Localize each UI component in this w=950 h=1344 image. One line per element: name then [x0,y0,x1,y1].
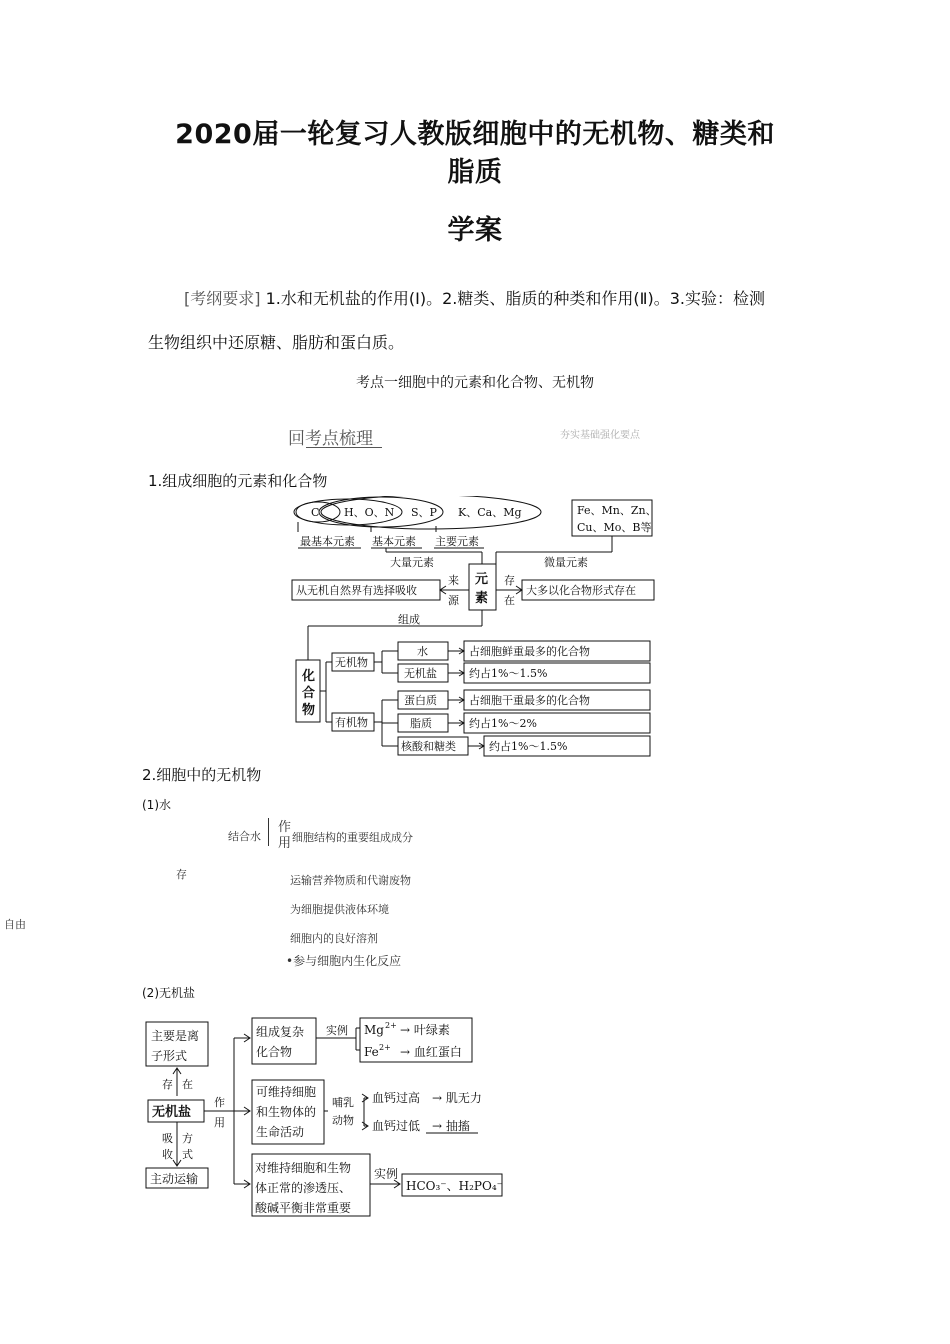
d2-ion2: 子形式 [151,1049,188,1063]
d2-example2: 实例 [374,1167,399,1181]
d2-exist1: 存 [162,1078,173,1091]
d2-absorb2: 收 [162,1148,173,1161]
d1-sp: S、P [411,506,437,519]
d2-maintain1: 可维持细胞 [256,1085,317,1099]
heading-elements-compounds: 1.组成细胞的元素和化合物 [148,472,328,490]
d1-trace1: Fe、Mn、Zn、 [577,504,657,517]
water-bound-role: 细胞结构的重要组成成分 [292,831,413,844]
d1-exist1: 存 [504,574,515,587]
d1-inorganic: 无机物 [335,656,368,669]
water-zuo: 作 [278,820,292,835]
syllabus-label: [考纲要求] [184,289,261,308]
water-bracket [268,818,269,846]
d1-protein-desc: 占细胞干重最多的化合物 [469,694,590,707]
d2-chlorophyll: → 叶绿素 [400,1023,450,1037]
page-title-line1: 2020届一轮复习人教版细胞中的无机物、糖类和 [175,119,775,150]
sub-water: (1)水 [142,798,171,812]
heading-inorganic: 2.细胞中的无机物 [142,766,262,784]
d1-kcamg: K、Ca、Mg [458,506,522,519]
d1-most-basic: 最基本元素 [300,535,355,548]
d2-ca-high: 血钙过高 [372,1091,421,1105]
d1-hon: H、O、N [344,506,395,519]
elements-compounds-diagram [286,496,666,760]
review-underline [306,447,382,448]
d2-exist2: 在 [182,1078,193,1091]
water-cun: 存 [176,868,187,881]
d2-osmo2: 体正常的渗透压、 [255,1181,352,1195]
d2-complex1: 组成复杂 [256,1025,305,1039]
d2-fe: Fe [364,1045,379,1059]
d1-protein: 蛋白质 [404,694,437,707]
syllabus-line1 [184,286,765,309]
d1-exist2: 在 [504,594,515,607]
d1-salt: 无机盐 [404,667,437,680]
d2-active: 主动运输 [150,1172,199,1186]
d2-effect2: 用 [214,1116,225,1129]
section-title: 考点一细胞中的元素和化合物、无机物 [356,375,594,391]
d2-example: 实例 [326,1024,348,1037]
d1-salt-desc: 约占1%～1.5% [469,667,548,680]
d2-osmo3: 酸碱平衡非常重要 [255,1201,352,1215]
water-solvent: 细胞内的良好溶剂 [290,932,378,945]
d1-exist-box: 大多以化合物形式存在 [526,584,636,597]
d2-mg-charge: 2+ [385,1021,397,1030]
water-yong: 用 [278,836,292,851]
page-title-line2: 脂质 [447,157,503,188]
page-title-line3: 学案 [447,215,503,246]
review-label: 回考点梳理 [288,429,373,449]
d1-major: 主要元素 [435,535,479,548]
d2-spasm: → 抽搐 [432,1119,470,1133]
d2-ca-low: 血钙过低 [372,1119,421,1133]
d1-micro: 微量元素 [544,556,588,569]
d2-way1: 方 [182,1132,193,1145]
d2-way2: 式 [182,1148,193,1161]
d1-compound1: 化 [302,669,316,684]
inorganic-salt-diagram [142,1012,512,1224]
d1-organic: 有机物 [335,716,368,729]
d1-center2: 素 [475,591,489,606]
d1-source1: 来 [448,574,459,587]
review-right-faint: 夯实基础强化要点 [560,430,640,441]
water-env: 为细胞提供液体环境 [290,903,389,916]
d1-compose: 组成 [398,613,420,626]
water-free: 自由 [4,918,26,931]
d2-effect1: 作 [214,1096,225,1109]
d2-mammal2: 动物 [332,1114,354,1127]
water-react: •参与细胞内生化反应 [286,954,402,968]
syllabus-text1: 1.水和无机盐的作用(Ⅰ)。2.糖类、脂质的种类和作用(Ⅱ)。3.实验：检测 [265,289,765,308]
d1-source2: 源 [448,594,459,607]
d1-macro: 大量元素 [390,556,434,569]
d1-source-box: 从无机自然界有选择吸收 [296,584,417,597]
d1-nucleic: 核酸和糖类 [401,740,456,753]
d2-absorb1: 吸 [162,1132,173,1145]
d1-basic: 基本元素 [372,535,416,548]
water-bound: 结合水 [228,830,261,843]
d2-maintain2: 和生物体的 [256,1105,317,1119]
d1-compound2: 合 [302,686,316,701]
d1-lipid: 脂质 [410,717,432,730]
d2-mammal1: 哺乳 [332,1096,354,1109]
d2-fe-charge: 2+ [379,1043,391,1052]
sub-salt: (2)无机盐 [142,986,195,1000]
d1-water: 水 [417,645,428,658]
d2-mg: Mg [364,1023,384,1037]
d2-ion1: 主要是离 [151,1029,200,1043]
water-transport: 运输营养物质和代谢废物 [290,874,411,887]
d2-hemoglobin: → 血红蛋白 [400,1045,462,1059]
d2-salt: 无机盐 [152,1105,192,1120]
d2-ions: HCO₃⁻、H₂PO₄⁻ [406,1179,503,1193]
syllabus-line2: 生物组织中还原糖、脂肪和蛋白质。 [148,333,405,352]
d2-complex2: 化合物 [256,1045,293,1059]
d1-lipid-desc: 约占1%～2% [469,717,537,730]
d1-compound3: 物 [302,703,316,718]
d1-trace2: Cu、Mo、B等 [577,521,652,534]
d2-maintain3: 生命活动 [256,1125,305,1139]
d1-nucleic-desc: 约占1%～1.5% [489,740,568,753]
d1-center1: 元 [475,572,489,587]
d1-c: C [311,506,320,519]
d2-weakness: → 肌无力 [432,1091,482,1105]
d1-water-desc: 占细胞鲜重最多的化合物 [469,645,590,658]
d2-osmo1: 对维持细胞和生物 [255,1161,352,1175]
